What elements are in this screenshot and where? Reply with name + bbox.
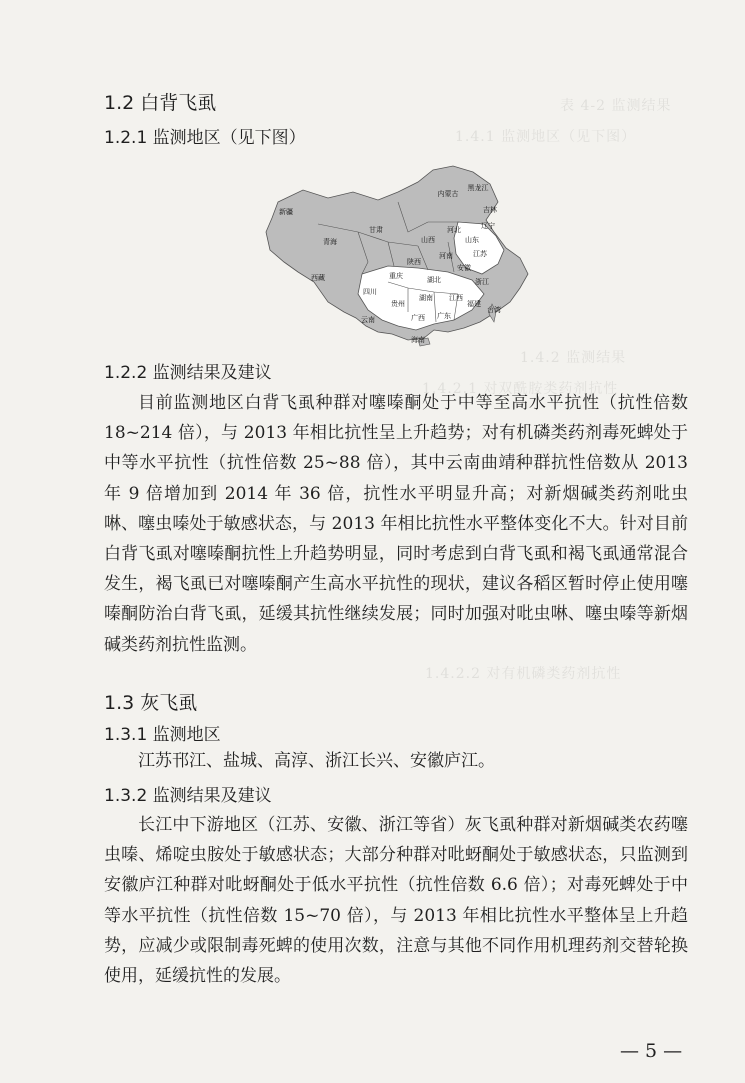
section-1-3-2-body [104,810,688,991]
map-province-label: 山西 [421,236,435,244]
section-1-3-2-title: 1.3.2 监测结果及建议 [104,786,272,806]
map-province-label: 甘肃 [369,226,383,234]
bleed-through-text: 1.4.2 监测结果 [520,350,627,366]
map-province-label: 浙江 [475,278,489,286]
section-1-3-1-title: 1.3.1 监测地区 [104,725,221,745]
china-monitoring-map [258,162,548,347]
map-province-label: 湖北 [427,276,441,284]
bleed-through-text: 表 4-2 监测结果 [560,98,672,114]
bleed-through-text: 1.4.2.2 对有机磷类药剂抗性 [425,666,622,682]
map-province-label: 云南 [361,316,375,324]
section-1-3-title: 1.3 灰飞虱 [104,692,198,714]
bleed-through-text: 1.4.1 监测地区（见下图） [455,129,637,145]
page-number: — 5 — [620,1040,683,1062]
section-1-2-2-body [104,388,688,660]
map-province-label: 广西 [411,314,425,322]
section-1-3-1-body [104,746,688,776]
map-province-label: 河北 [447,226,461,234]
map-province-label: 西藏 [311,274,325,282]
paragraph: 目前监测地区白背飞虱种群对噻嗪酮处于中等至高水平抗性（抗性倍数 18~214 倍），与 2013 年相比抗性呈上升趋势；对有机磷类药剂毒死蜱处于中等水平抗性（抗性倍数 25~88 倍），其中云南曲靖种群抗性倍数从 2013 年 9 倍增加到 2014 年 36 倍，抗性水平明显升高；对新烟碱类药剂吡虫啉、噻虫嗪处于敏感状态，与 2013 年相比抗性水平整体变化不大。针对目前白背飞虱对噻嗪酮抗性上升趋势明显，同时考虑到白背飞虱和褐飞虱通常混合发生，褐飞虱已对噻嗪酮产生高水平抗性的现状，建议各稻区暂时停止使用噻嗪酮防治白背飞虱，延缓其抗性继续发展；同时加强对吡虫啉、噻虫嗪等新烟碱类药剂抗性监测。 [104,393,688,655]
map-province-label: 青海 [323,238,337,246]
china-map-svg [258,162,548,347]
map-province-label: 辽宁 [481,222,495,230]
map-province-label: 安徽 [457,264,471,272]
map-province-label: 广东 [437,312,451,320]
paragraph: 长江中下游地区（江苏、安徽、浙江等省）灰飞虱种群对新烟碱类农药噻虫嗪、烯啶虫胺处于敏感状态；大部分种群对吡蚜酮处于敏感状态，只监测到安徽庐江种群对吡蚜酮处于低水平抗性（抗性倍数 6.6 倍）；对毒死蜱处于中等水平抗性（抗性倍数 15~70 倍），与 2013 年相比抗性水平整体呈上升趋势，应减少或限制毒死蜱的使用次数，注意与其他不同作用机理药剂交替轮换使用，延缓抗性的发展。 [104,815,688,987]
map-province-label: 福建 [467,300,481,308]
map-province-label: 吉林 [483,206,497,214]
bleed-through-text: 1.4.2.1 对双酰胺类药剂抗性 [422,381,619,397]
map-province-label: 河南 [439,252,453,260]
map-province-label: 江西 [449,294,463,302]
map-province-label: 湖南 [419,294,433,302]
map-province-label: 黑龙江 [467,184,489,192]
map-province-label: 内蒙古 [437,190,459,198]
map-province-label: 台湾 [487,306,501,314]
map-province-label: 海南 [411,336,425,344]
map-province-label: 江苏 [473,250,487,258]
map-province-label: 贵州 [391,300,405,308]
map-province-label: 重庆 [389,272,403,280]
map-province-label: 新疆 [279,208,293,216]
map-province-label: 四川 [363,288,377,296]
paragraph: 江苏邗江、盐城、高淳、浙江长兴、安徽庐江。 [138,751,495,771]
section-1-2-2-title: 1.2.2 监测结果及建议 [104,363,272,383]
map-province-label: 陕西 [407,258,421,266]
map-province-label: 山东 [465,236,479,244]
section-1-2-title: 1.2 白背飞虱 [104,92,217,114]
section-1-2-1-title: 1.2.1 监测地区（见下图） [104,128,306,148]
